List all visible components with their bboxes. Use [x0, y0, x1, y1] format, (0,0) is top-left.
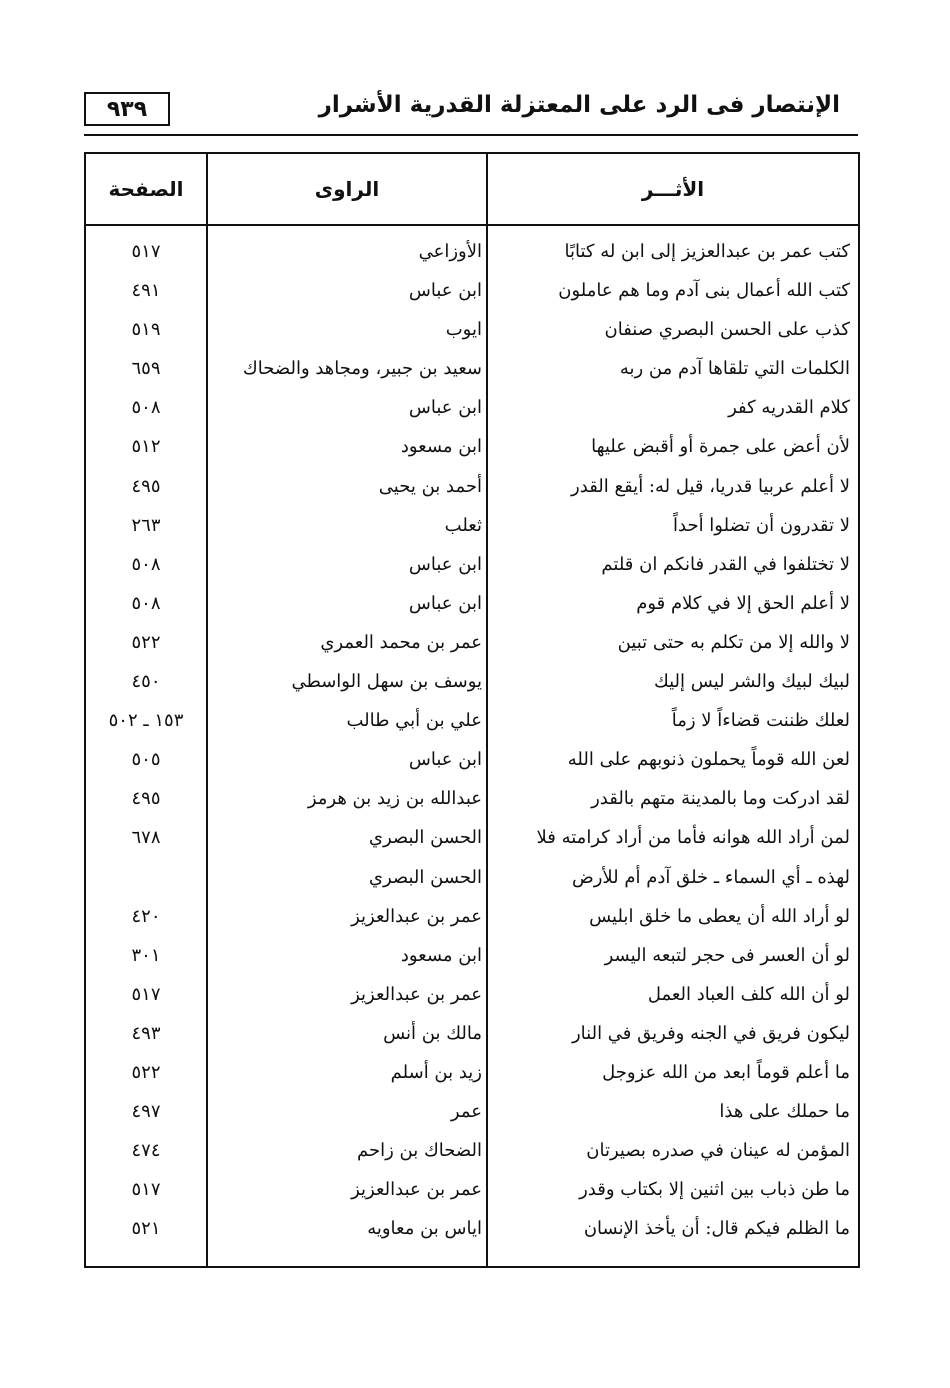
rawi-cell: ايوب — [445, 319, 482, 341]
page-cell: ٤٧٤ — [131, 1140, 161, 1162]
rawi-cell: علي بن أبي طالب — [346, 710, 482, 732]
table-row — [86, 1092, 858, 1131]
athar-cell: لبيك لبيك والشر ليس إليك — [653, 671, 850, 693]
rawi-cell: ابن عباس — [408, 592, 482, 614]
table-row — [86, 388, 858, 427]
table-row — [86, 975, 858, 1014]
rawi-cell: أحمد بن يحيى — [378, 475, 482, 497]
rawi-cell: ابن مسعود — [400, 944, 482, 966]
athar-cell: كلام القدريه كفر — [728, 397, 850, 419]
athar-cell: لعن الله قوماً يحملون ذنوبهم على الله — [567, 749, 850, 771]
column-header-page: الصفحة — [108, 177, 184, 201]
page-cell: ١٥٣ ـ ٥٠٢ — [108, 710, 184, 732]
rawi-cell: ابن عباس — [408, 280, 482, 302]
page-cell: ٤٩٣ — [131, 1022, 161, 1044]
athar-cell: المؤمن له عينان في صدره بصيرتان — [586, 1140, 850, 1162]
athar-cell: ما حملك على هذا — [719, 1101, 850, 1123]
table-row — [86, 506, 858, 545]
table-row — [86, 1209, 858, 1248]
athar-cell: لو أن العسر فى حجر لتبعه اليسر — [604, 944, 850, 966]
page-cell: ٤٩١ — [131, 280, 161, 302]
table-row — [86, 1131, 858, 1170]
athar-cell: لو أن الله كلف العباد العمل — [647, 983, 850, 1005]
athar-cell: لا تقدرون أن تضلوا أحداً — [673, 514, 850, 536]
athar-cell: ما أعلم قوماً ابعد من الله عزوجل — [602, 1061, 850, 1083]
rawi-cell: عمر بن عبدالعزيز — [351, 1179, 482, 1201]
page-cell: ٤٩٧ — [131, 1101, 161, 1123]
rawi-cell: سعيد بن جبير، ومجاهد والضحاك — [242, 358, 482, 380]
header-rule — [84, 134, 858, 136]
rawi-cell: ابن عباس — [408, 553, 482, 575]
athar-cell: لا أعلم الحق إلا في كلام قوم — [636, 592, 850, 614]
page-cell: ٥١٧ — [131, 1179, 161, 1201]
page-cell: ٥٢١ — [131, 1218, 161, 1240]
table-row — [86, 936, 858, 975]
rawi-cell: عمر بن عبدالعزيز — [351, 905, 482, 927]
rawi-cell: عمر بن عبدالعزيز — [351, 983, 482, 1005]
table-row — [86, 427, 858, 466]
rawi-cell: زيد بن أسلم — [390, 1061, 482, 1083]
rawi-cell: عمر بن محمد العمري — [320, 631, 482, 653]
page-cell: ٤٩٥ — [131, 788, 161, 810]
page-cell: ٥١٢ — [131, 436, 161, 458]
page-cell: ٥٠٨ — [131, 397, 161, 419]
page-cell — [86, 858, 206, 897]
table-row — [86, 271, 858, 310]
athar-cell: كتب عمر بن عبدالعزيز إلى ابن له كتابًا — [564, 241, 850, 262]
table-row — [86, 232, 858, 271]
page-cell: ٥٢٢ — [131, 631, 161, 653]
athar-cell: لا أعلم عربيا قدريا، قيل له: أيقع القدر — [571, 475, 850, 497]
athar-cell: لهذه ـ أي السماء ـ خلق آدم أم للأرض — [571, 866, 850, 888]
rawi-cell: عبدالله بن زيد بن هرمز — [307, 788, 482, 810]
athar-cell: لقد ادركت وما بالمدينة متهم بالقدر — [591, 788, 850, 810]
table-row — [86, 1014, 858, 1053]
rawi-cell: الضحاك بن زاحم — [357, 1140, 482, 1162]
athar-cell: كذب على الحسن البصري صنفان — [604, 319, 850, 341]
rawi-cell: الحسن البصري — [368, 827, 482, 849]
page-cell: ٥٠٥ — [131, 749, 161, 771]
rawi-cell: يوسف بن سهل الواسطي — [291, 671, 482, 693]
table-row — [86, 1170, 858, 1209]
table-row — [86, 701, 858, 740]
table-row — [86, 897, 858, 936]
table-row — [86, 1053, 858, 1092]
rawi-cell: عمر — [450, 1101, 482, 1123]
athar-cell: ما الظلم فيكم قال: أن يأخذ الإنسان — [583, 1218, 850, 1240]
rawi-cell: ابن عباس — [408, 397, 482, 419]
page-cell: ٣٠١ — [131, 944, 161, 966]
athar-cell: لا تختلفوا في القدر فانكم ان قلتم — [601, 553, 850, 575]
athar-cell: كتب الله أعمال بنى آدم وما هم عاملون — [558, 280, 850, 302]
running-header-title: الإنتصار فى الرد على المعتزلة القدرية الأشرار — [318, 92, 840, 118]
page-cell: ٤٥٠ — [131, 671, 161, 693]
athar-cell: ما طن ذباب بين اثنين إلا بكتاب وقدر — [579, 1179, 850, 1201]
page-cell: ٥١٧ — [131, 241, 161, 262]
table-body — [86, 232, 858, 1248]
table-row — [86, 740, 858, 779]
athar-cell: لا والله إلا من تكلم به حتى تبين — [617, 631, 850, 653]
table-row — [86, 818, 858, 857]
rawi-cell: مالك بن أنس — [383, 1022, 482, 1044]
page-number-box — [84, 92, 170, 126]
rawi-cell: ابن عباس — [408, 749, 482, 771]
rawi-cell: ابن مسعود — [400, 436, 482, 458]
table-row — [86, 584, 858, 623]
column-header-rawi: الراوى — [314, 177, 380, 201]
page-cell: ٤٩٥ — [131, 475, 161, 497]
athar-cell: لعلك ظننت قضاءاً لا زماً — [671, 710, 850, 732]
page-cell: ٥٢٢ — [131, 1061, 161, 1083]
table-row — [86, 858, 858, 897]
table-row — [86, 545, 858, 584]
rawi-cell: الحسن البصري — [368, 866, 482, 888]
page-cell: ٤٢٠ — [131, 905, 161, 927]
table-row — [86, 310, 858, 349]
athar-cell: لأن أعض على جمرة أو أقبض عليها — [591, 436, 850, 458]
rawi-cell: اياس بن معاويه — [367, 1218, 482, 1240]
table-row — [86, 662, 858, 701]
index-table — [84, 152, 860, 1268]
rawi-cell: ثعلب — [444, 514, 482, 536]
page-cell: ٥١٧ — [131, 983, 161, 1005]
page-cell: ٦٧٨ — [131, 827, 161, 849]
athar-cell: ليكون فريق في الجنه وفريق في النار — [571, 1022, 850, 1044]
column-header-athar: الأثـــر — [641, 177, 705, 201]
athar-cell: الكلمات التي تلقاها آدم من ربه — [619, 358, 850, 380]
athar-cell: لمن أراد الله هوانه فأما من أراد كرامته فلا — [536, 827, 850, 849]
page-cell: ٥٠٨ — [131, 553, 161, 575]
table-row — [86, 779, 858, 818]
table-row — [86, 467, 858, 506]
athar-cell: لو أراد الله أن يعطى ما خلق ابليس — [589, 905, 850, 927]
page-cell: ٥٠٨ — [131, 592, 161, 614]
rawi-cell: الأوزاعي — [418, 241, 482, 262]
table-row — [86, 623, 858, 662]
page-cell: ٥١٩ — [131, 319, 161, 341]
page-number: ٩٣٩ — [106, 96, 148, 122]
header-divider — [86, 224, 858, 226]
page-cell: ٢٦٣ — [131, 514, 161, 536]
page-cell: ٦٥٩ — [131, 358, 161, 380]
table-row — [86, 349, 858, 388]
